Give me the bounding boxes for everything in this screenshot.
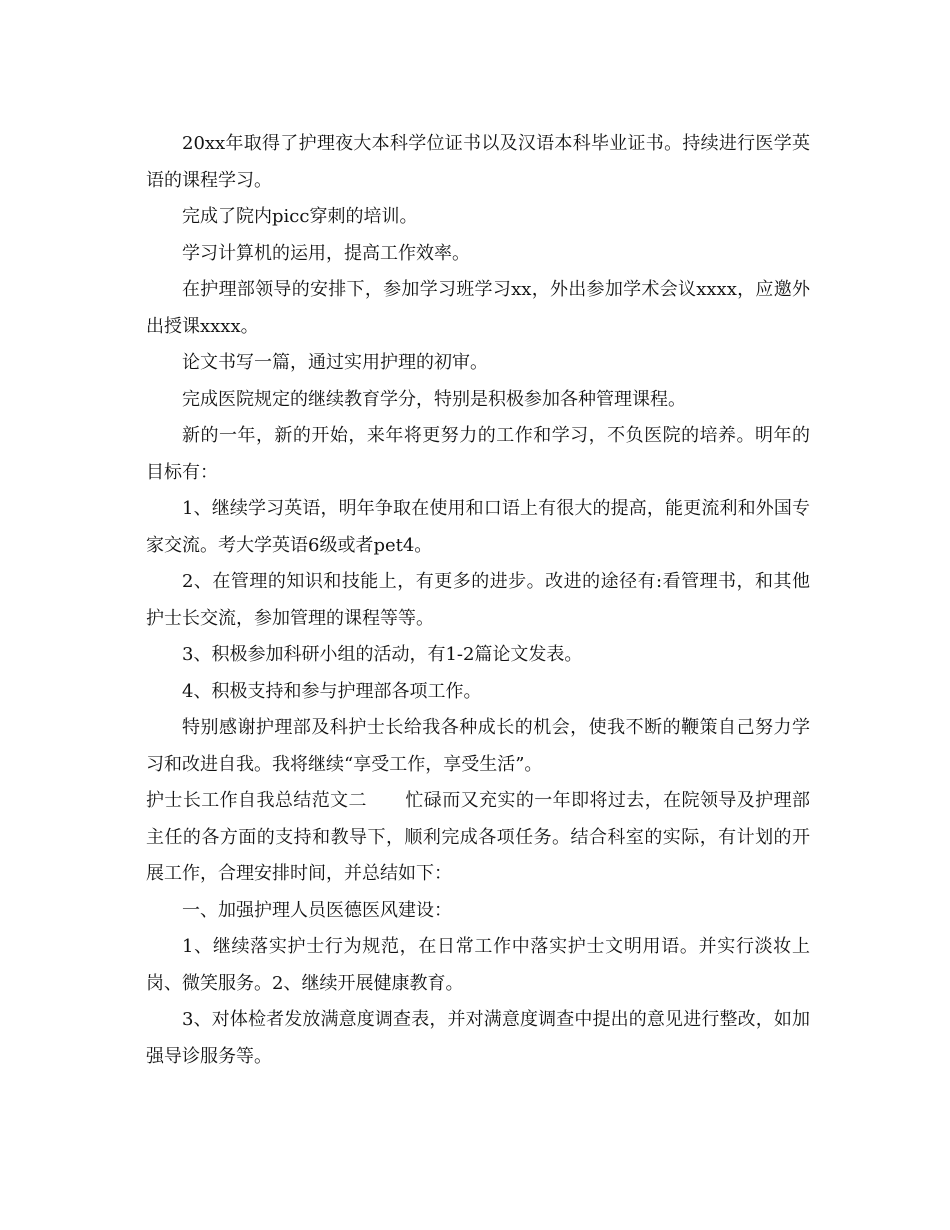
paragraph-1: 20xx年取得了护理夜大本科学位证书以及汉语本科毕业证书。持续进行医学英语的课程学习。 [146,133,810,191]
goal-item-2: 2、在管理的知识和技能上，有更多的进步。改进的途径有:看管理书，和其他护士长交流，参加管理的课程等等。 [146,571,810,629]
goal-item-3: 3、积极参加科研小组的活动，有1-2篇论文发表。 [182,644,583,665]
paragraph-thanks: 特别感谢护理部及科护士长给我各种成长的机会，使我不断的鞭策自己努力学习和改进自我。我将继续“享受工作，享受生活”。 [146,717,810,775]
paragraph-3: 学习计算机的运用，提高工作效率。 [182,242,470,264]
paragraph-7: 新的一年，新的开始，来年将更努力的工作和学习，不负医院的培养。明年的目标有： [146,425,810,483]
goal-item-1: 1、继续学习英语，明年争取在使用和口语上有很大的提高，能更流利和外国专家交流。考大学英语6级或者pet4。 [146,498,810,556]
paragraph-4: 在护理部领导的安排下，参加学习班学习xx，外出参加学术会议xxxx，应邀外出授课xxxx。 [146,279,810,337]
paragraph-2: 完成了院内picc穿刺的培训。 [182,206,418,227]
section-paragraph [146,783,810,893]
paragraph-5: 论文书写一篇，通过实用护理的初审。 [182,352,488,373]
section-item-3: 3、对体检者发放满意度调查表，并对满意度调查中提出的意见进行整改，如加强导诊服务等。 [146,1009,810,1067]
goal-item-4: 4、积极支持和参与护理部各项工作。 [182,680,482,702]
section-intro: 忙碌而又充实的一年即将过去，在院领导及护理部主任的各方面的支持和教导下，顺利完成各项任务。结合科室的实际，有计划的开展工作，合理安排时间，并总结如下： [146,790,811,884]
section-title: 护士长工作自我总结范文二 [146,790,367,811]
section-item-1: 1、继续落实护士行为规范，在日常工作中落实护士文明用语。并实行淡妆上岗、微笑服务。2、继续开展健康教育。 [146,936,810,994]
document-body [146,126,810,1075]
paragraph-6: 完成医院规定的继续教育学分，特别是积极参加各种管理课程。 [182,388,686,410]
section-heading-1: 一、加强护理人员医德医风建设： [182,899,452,921]
